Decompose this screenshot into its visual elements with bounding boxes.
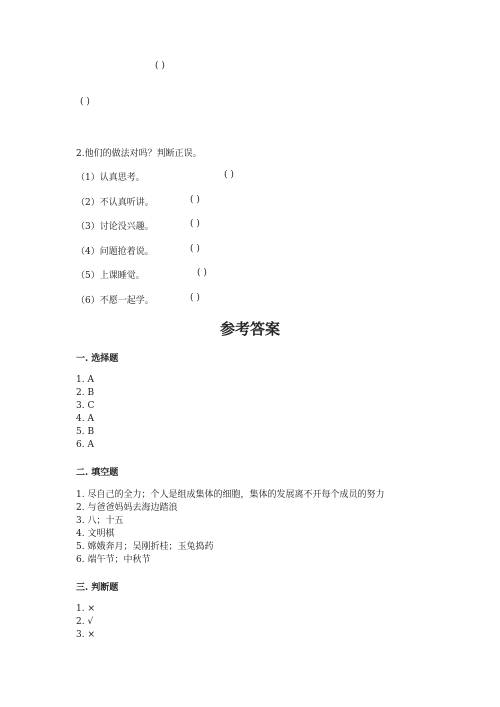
- answer-line: 3. ×: [76, 630, 95, 640]
- answer-line: 1. 尽自己的全力；个人是组成集体的细胞，集体的发展离不开每个成员的努力: [76, 490, 385, 500]
- question-title: 2.他们的做法对吗？判断正误。: [76, 149, 202, 159]
- question-item-label: （6）不愿一起学。: [76, 296, 154, 306]
- question-item-label: （2）不认真听讲。: [76, 198, 154, 208]
- question-item-blank: ( ): [224, 170, 234, 180]
- answer-line: 2. √: [76, 617, 94, 627]
- answer-line: 4. 文明棋: [76, 529, 115, 539]
- answer-line: 1. A: [76, 375, 94, 385]
- question-item-label: （5）上课睡觉。: [76, 271, 145, 281]
- answers-title: 参考答案: [219, 320, 280, 338]
- answer-line: 1. ×: [76, 604, 95, 614]
- question-item-label: （4）问题抢着说。: [76, 247, 154, 257]
- answer-line: 2. B: [76, 388, 95, 398]
- question-item-blank: ( ): [190, 244, 200, 254]
- answer-line: 6. 端午节；中秋节: [76, 555, 151, 565]
- section-heading: 三. 判断题: [76, 583, 119, 593]
- question-item-blank: ( ): [190, 293, 200, 303]
- question-item-blank: ( ): [190, 195, 200, 205]
- answer-blank: ( ): [80, 97, 90, 107]
- answer-line: 5. B: [76, 427, 95, 437]
- answer-line: 2. 与爸爸妈妈去海边踏浪: [76, 503, 178, 513]
- question-item-label: （1）认真思考。: [76, 173, 145, 183]
- question-item-blank: ( ): [197, 268, 207, 278]
- answer-line: 5. 嫦娥奔月；吴刚折桂；玉兔捣药: [76, 542, 214, 552]
- answer-line: 3. 八；十五: [76, 516, 124, 526]
- section-heading: 一. 选择题: [76, 354, 119, 364]
- answer-blank: ( ): [155, 61, 165, 71]
- answer-line: 3. C: [76, 401, 95, 411]
- answer-line: 6. A: [76, 440, 94, 450]
- question-item-blank: ( ): [190, 219, 200, 229]
- section-heading: 二. 填空题: [76, 468, 119, 478]
- question-item-label: （3）讨论没兴趣。: [76, 222, 154, 232]
- answer-line: 4. A: [76, 414, 94, 424]
